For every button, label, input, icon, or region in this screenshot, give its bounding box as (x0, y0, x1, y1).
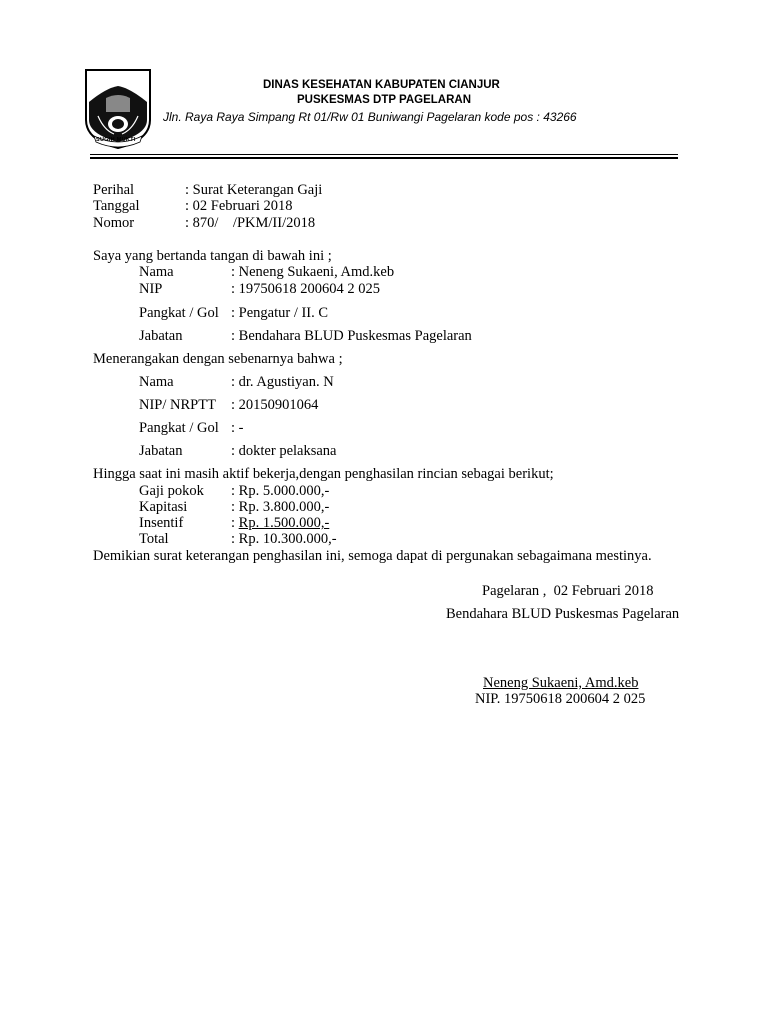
header-divider-thick (90, 157, 678, 159)
signature-nip: NIP. 19750618 200604 2 025 (475, 691, 646, 707)
signature-name: Neneng Sukaeni, Amd.keb (483, 675, 639, 691)
income-value-insentif (231, 515, 329, 532)
meta-value-nomor: : 870/ /PKM/II/2018 (185, 215, 316, 231)
income-value-total: : Rp. 10.300.000,- (231, 531, 337, 547)
signer-value-nama: : Neneng Sukaeni, Amd.keb (231, 264, 395, 280)
signer-label-pangkat: Pangkat / Gol (139, 305, 219, 321)
signer-label-jabatan: Jabatan (139, 328, 183, 344)
header-divider-thin (90, 154, 678, 155)
subject-label-pangkat: Pangkat / Gol (139, 420, 219, 436)
income-label-total: Total (139, 531, 169, 547)
subject-label-nama: Nama (139, 374, 174, 390)
income-label-kapitasi: Kapitasi (139, 499, 188, 515)
income-value-gaji: : Rp. 5.000.000,- (231, 483, 330, 499)
closing-text: Demikian surat keterangan penghasilan ini, semoga dapat di pergunakan sebagaimana mestinya. (93, 548, 652, 564)
meta-value-tanggal: : 02 Februari 2018 (185, 198, 293, 214)
subject-value-jabatan: : dokter pelaksana (231, 443, 337, 459)
signer-value-pangkat: : Pengatur / II. C (231, 305, 329, 321)
signer-label-nama: Nama (139, 264, 174, 280)
income-label-gaji: Gaji pokok (139, 483, 204, 499)
subject-value-pangkat: : - (231, 420, 244, 436)
subject-value-nip: : 20150901064 (231, 397, 319, 413)
statement-text: Menerangakan dengan sebenarnya bahwa ; (93, 351, 343, 367)
subject-value-nama: : dr. Agustiyan. N (231, 374, 334, 390)
subject-label-nip: NIP/ NRPTT (139, 397, 216, 413)
signer-value-nip: : 19750618 200604 2 025 (231, 281, 381, 297)
income-insentif-colon: : (231, 515, 239, 531)
meta-value-perihal: : Surat Keterangan Gaji (185, 182, 323, 198)
address-line: Jln. Raya Raya Simpang Rt 01/Rw 01 Buniwangi Pagelaran kode pos : 43266 (163, 110, 577, 124)
income-insentif-amount: Rp. 1.500.000,- (238, 515, 330, 531)
signer-label-nip: NIP (139, 281, 163, 297)
income-intro-text: Hingga saat ini masih aktif bekerja,dengan penghasilan rincian sebagai berikut; (93, 466, 554, 482)
subject-label-jabatan: Jabatan (139, 443, 183, 459)
intro-text: Saya yang bertanda tangan di bawah ini ; (93, 248, 332, 264)
logo-motto: SUGIH MUKTI (96, 137, 136, 143)
income-label-insentif: Insentif (139, 515, 184, 531)
puskesmas-name: PUSKESMAS DTP PAGELARAN (297, 94, 472, 106)
signature-place-date: Pagelaran , 02 Februari 2018 (482, 583, 654, 599)
agency-name: DINAS KESEHATAN KABUPATEN CIANJUR (263, 79, 500, 91)
income-value-kapitasi: : Rp. 3.800.000,- (231, 499, 330, 515)
meta-label-perihal: Perihal (93, 182, 135, 198)
meta-label-nomor: Nomor (93, 215, 135, 231)
meta-label-tanggal: Tanggal (93, 198, 140, 214)
signer-value-jabatan: : Bendahara BLUD Puskesmas Pagelaran (231, 328, 472, 344)
signature-role: Bendahara BLUD Puskesmas Pagelaran (446, 606, 680, 622)
